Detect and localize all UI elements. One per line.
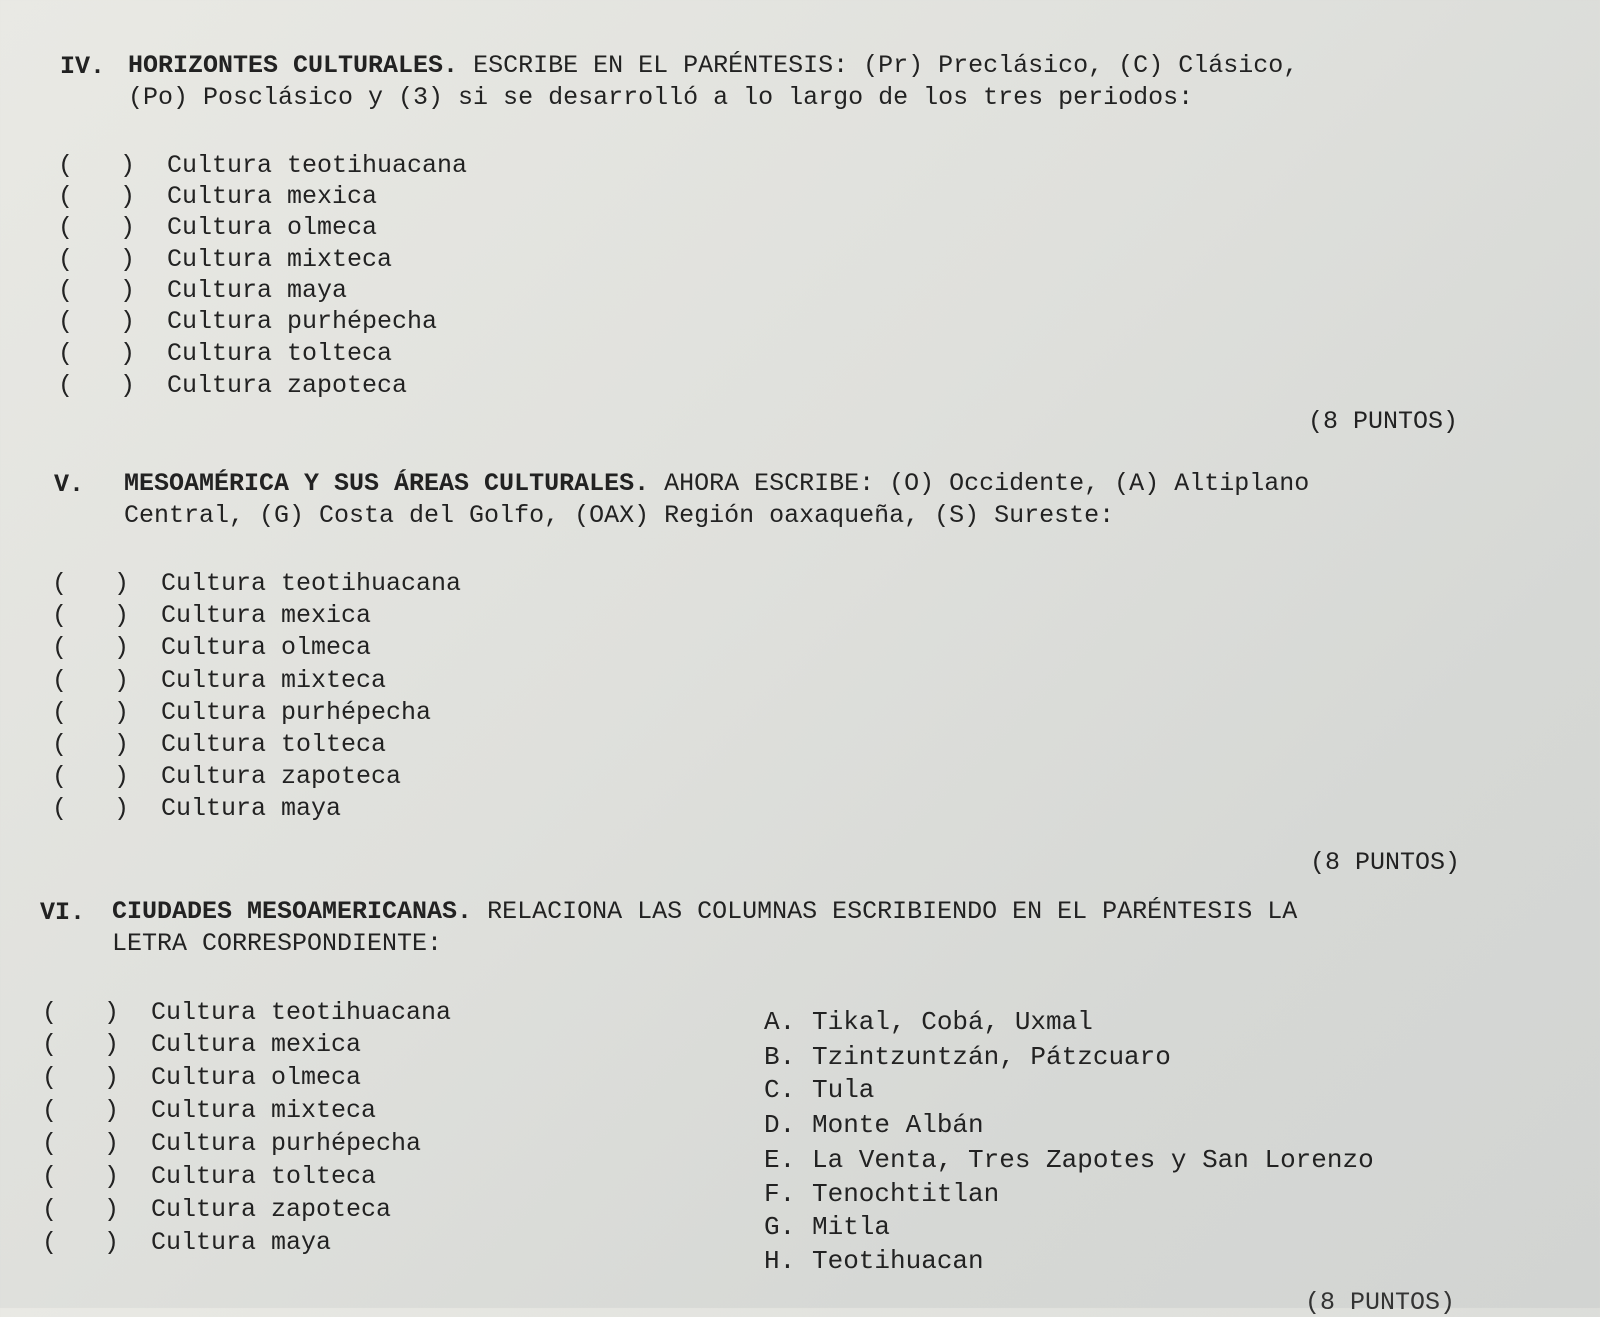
item-label: Cultura olmeca [151,1063,362,1092]
option-item [764,1145,1374,1175]
option-text: La Venta, Tres Zapotes y San Lorenzo [812,1145,1374,1175]
section-v-number: V. [54,470,85,499]
section-vi-heading [112,896,1412,960]
list-item [52,632,371,664]
section-v-title: MESOAMÉRICA Y SUS ÁREAS CULTURALES. [124,469,650,498]
section-iv-instruction-line2: (Po) Posclásico y (3) si se desarrolló a lo largo de los tres periodos: [128,83,1194,112]
item-label: Cultura zapoteca [151,1195,392,1224]
section-vi-title: CIUDADES MESOAMERICANAS. [112,897,473,926]
option-text: Monte Albán [812,1110,984,1140]
option-item [764,1179,999,1209]
answer-paren-open[interactable]: ( [42,1228,58,1257]
item-label: Cultura teotihuacana [167,151,468,180]
section-v-points: (8 PUNTOS) [1310,848,1461,877]
answer-paren-close: ) [114,730,130,759]
option-text: Teotihuacan [812,1246,984,1276]
answer-paren-open[interactable]: ( [58,307,74,336]
item-label: Cultura zapoteca [167,371,408,400]
list-item [58,338,392,370]
section-v-instruction-line2: Central, (G) Costa del Golfo, (OAX) Región oaxaqueña, (S) Sureste: [124,501,1115,530]
answer-paren-open[interactable]: ( [52,730,68,759]
answer-paren-close: ) [114,762,130,791]
answer-paren-close: ) [120,339,136,368]
option-letter: G. [764,1212,796,1242]
list-item [58,275,347,307]
item-label: Cultura tolteca [161,730,387,759]
answer-paren-close: ) [104,1063,120,1092]
option-letter: E. [764,1145,796,1175]
list-item [52,568,461,600]
option-item [764,1007,1093,1037]
section-iv-number: IV. [60,52,106,81]
item-label: Cultura purhépecha [167,307,438,336]
list-item [42,1029,361,1061]
answer-paren-close: ) [114,569,130,598]
item-label: Cultura teotihuacana [161,569,462,598]
answer-paren-close: ) [114,698,130,727]
item-label: Cultura tolteca [167,339,393,368]
answer-paren-close: ) [120,371,136,400]
answer-paren-open[interactable]: ( [42,998,58,1027]
option-text: Mitla [812,1212,891,1242]
item-label: Cultura olmeca [161,633,372,662]
list-item [42,1194,391,1226]
section-v-instruction: AHORA ESCRIBE: (O) Occidente, (A) Altiplano [664,469,1310,498]
section-vi-instruction: RELACIONA LAS COLUMNAS ESCRIBIENDO EN EL PARÉNTESIS LA [487,897,1298,926]
item-label: Cultura maya [167,276,348,305]
answer-paren-close: ) [104,1162,120,1191]
answer-paren-open[interactable]: ( [58,339,74,368]
section-iv-heading [128,50,1428,114]
item-label: Cultura mexica [161,601,372,630]
section-vi-instruction-line2: LETRA CORRESPONDIENTE: [112,929,443,958]
answer-paren-close: ) [104,998,120,1027]
answer-paren-open[interactable]: ( [52,569,68,598]
section-vi-number: VI. [40,898,86,927]
section-vi-points: (8 PUNTOS) [1305,1288,1456,1317]
answer-paren-close: ) [104,1030,120,1059]
answer-paren-close: ) [114,633,130,662]
list-item [58,244,392,276]
answer-paren-close: ) [104,1096,120,1125]
answer-paren-open[interactable]: ( [58,213,74,242]
answer-paren-close: ) [114,666,130,695]
answer-paren-open[interactable]: ( [42,1129,58,1158]
option-text: Tenochtitlan [812,1179,1000,1209]
answer-paren-open[interactable]: ( [58,151,74,180]
list-item [58,181,377,213]
item-label: Cultura mixteca [151,1096,377,1125]
answer-paren-close: ) [120,307,136,336]
answer-paren-open[interactable]: ( [52,762,68,791]
answer-paren-close: ) [104,1129,120,1158]
answer-paren-close: ) [104,1228,120,1257]
answer-paren-open[interactable]: ( [42,1096,58,1125]
answer-paren-close: ) [120,182,136,211]
item-label: Cultura mixteca [167,245,393,274]
option-letter: F. [764,1179,796,1209]
answer-paren-open[interactable]: ( [42,1195,58,1224]
answer-paren-open[interactable]: ( [52,633,68,662]
item-label: Cultura mexica [167,182,378,211]
option-letter: A. [764,1007,796,1037]
section-iv-title: HORIZONTES CULTURALES. [128,51,459,80]
option-letter: B. [764,1042,796,1072]
list-item [52,665,386,697]
option-text: Tikal, Cobá, Uxmal [812,1007,1093,1037]
item-label: Cultura teotihuacana [151,998,452,1027]
answer-paren-open[interactable]: ( [42,1030,58,1059]
list-item [42,1062,361,1094]
answer-paren-close: ) [114,601,130,630]
option-letter: C. [764,1075,796,1105]
item-label: Cultura maya [161,794,342,823]
list-item [42,1128,421,1160]
option-text: Tzintzuntzán, Pátzcuaro [812,1042,1171,1072]
list-item [58,306,437,338]
answer-paren-open[interactable]: ( [42,1063,58,1092]
answer-paren-close: ) [120,276,136,305]
option-letter: D. [764,1110,796,1140]
list-item [58,150,467,182]
item-label: Cultura mixteca [161,666,387,695]
list-item [42,1161,376,1193]
item-label: Cultura purhépecha [161,698,432,727]
item-label: Cultura olmeca [167,213,378,242]
answer-paren-close: ) [114,794,130,823]
section-v-heading [124,468,1424,532]
answer-paren-open[interactable]: ( [52,698,68,727]
answer-paren-open[interactable]: ( [52,666,68,695]
list-item [52,729,386,761]
option-item [764,1110,984,1140]
answer-paren-open[interactable]: ( [42,1162,58,1191]
list-item [52,600,371,632]
answer-paren-close: ) [120,245,136,274]
item-label: Cultura zapoteca [161,762,402,791]
answer-paren-open[interactable]: ( [58,182,74,211]
answer-paren-open[interactable]: ( [58,245,74,274]
list-item [42,1095,376,1127]
option-letter: H. [764,1246,796,1276]
option-item [764,1212,890,1242]
answer-paren-open[interactable]: ( [52,601,68,630]
answer-paren-close: ) [120,151,136,180]
list-item [52,761,401,793]
list-item [52,697,431,729]
option-item [764,1075,874,1105]
list-item [58,370,407,402]
item-label: Cultura mexica [151,1030,362,1059]
list-item [58,212,377,244]
section-iv-points: (8 PUNTOS) [1308,407,1459,436]
answer-paren-close: ) [104,1195,120,1224]
answer-paren-close: ) [120,213,136,242]
item-label: Cultura maya [151,1228,332,1257]
answer-paren-open[interactable]: ( [52,794,68,823]
item-label: Cultura tolteca [151,1162,377,1191]
list-item [42,997,451,1029]
section-iv-instruction: ESCRIBE EN EL PARÉNTESIS: (Pr) Preclásico, (C) Clásico, [473,51,1299,80]
option-item [764,1246,984,1276]
list-item [42,1227,331,1259]
option-text: Tula [812,1075,875,1105]
answer-paren-open[interactable]: ( [58,276,74,305]
item-label: Cultura purhépecha [151,1129,422,1158]
list-item [52,793,341,825]
option-item [764,1042,1171,1072]
answer-paren-open[interactable]: ( [58,371,74,400]
